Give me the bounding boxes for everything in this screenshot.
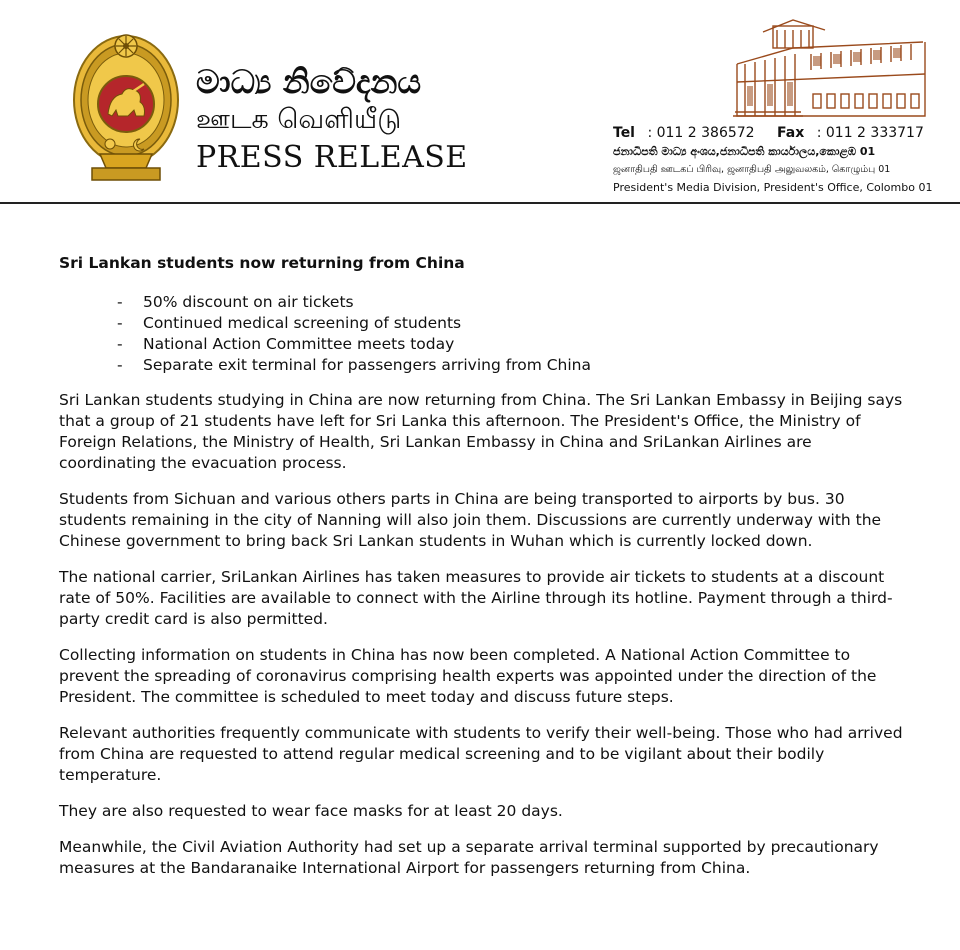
header-divider	[0, 202, 960, 204]
address-tamil: ஜனாதிபதி ஊடகப் பிரிவு, ஜனாதிபதி அலுவலகம், கொழும்பு 01	[613, 164, 891, 175]
title-tamil: ஊடக வெளியீடு	[196, 104, 402, 135]
highlight-text: 50% discount on air tickets	[143, 293, 354, 311]
highlight-text: Continued medical screening of students	[143, 314, 462, 332]
article-heading: Sri Lankan students now returning from China	[59, 254, 465, 272]
paragraph: Students from Sichuan and various others parts in China are being transported to airports by bus. 30 students remaining in the city of Nanning will also join them. Discussions are currently underway with the Chinese government to bring back Sri Lankan students in Wuhan which is currently locked down.	[59, 490, 882, 550]
list-item: - Continued medical screening of students	[117, 314, 462, 332]
address-sinhala: ජනාධිපති මාධ්‍ය අංශය,ජනාධිපති කාර්යාලය,කොළඹ 01	[613, 145, 876, 158]
list-item: - 50% discount on air tickets	[117, 293, 354, 311]
sri-lanka-emblem-icon	[70, 26, 182, 184]
title-sinhala: මාධ්‍ය නිවේදනය	[196, 62, 422, 101]
title-block	[196, 62, 468, 178]
fax-value: : 011 2 333717	[816, 125, 924, 141]
highlight-text: Separate exit terminal for passengers arriving from China	[143, 356, 592, 374]
tel-value: : 011 2 386572	[647, 125, 755, 141]
paragraph: The national carrier, SriLankan Airlines has taken measures to provide air tickets to students at a discount rate of 50%. Facilities are available to connect with the Airline through its hotline. Payment through a third-party credit card is also permitted.	[59, 568, 893, 628]
presidents-office-building-icon	[733, 12, 929, 120]
highlights-list	[59, 292, 909, 376]
tel-label: Tel	[613, 125, 635, 141]
title-english: PRESS RELEASE	[196, 140, 468, 175]
contact-block	[613, 124, 953, 197]
list-item: - Separate exit terminal for passengers arriving from China	[117, 356, 592, 374]
highlight-text: National Action Committee meets today	[143, 335, 455, 353]
article-body	[59, 252, 909, 894]
paragraph: They are also requested to wear face masks for at least 20 days.	[59, 802, 563, 820]
paragraph: Collecting information on students in China has now been completed. A National Action Committee to prevent the spreading of coronavirus comprising health experts was appointed under the direction of the President. The committee is scheduled to meet today and discuss future steps.	[59, 646, 877, 706]
paragraph: Relevant authorities frequently communicate with students to verify their well-being. Those who had arrived from China are requested to attend regular medical screening and to be vigilant about their bodily temperature.	[59, 724, 903, 784]
letterhead	[0, 0, 960, 203]
fax-label: Fax	[777, 125, 805, 141]
list-item: - National Action Committee meets today	[117, 335, 455, 353]
paragraph: Meanwhile, the Civil Aviation Authority had set up a separate arrival terminal supported by precautionary measures at the Bandaranaike International Airport for passengers returning from China.	[59, 838, 879, 877]
paragraph: Sri Lankan students studying in China are now returning from China. The Sri Lankan Embassy in Beijing says that a group of 21 students have left for Sri Lanka this afternoon. The President's Office, the Ministry of Foreign Relations, the Ministry of Health, Sri Lankan Embassy in China and SriLankan Airlines are coordinating the evacuation process.	[59, 391, 903, 472]
phone-fax-line	[613, 124, 953, 143]
address-english: President's Media Division, President's Office, Colombo 01	[613, 181, 933, 194]
